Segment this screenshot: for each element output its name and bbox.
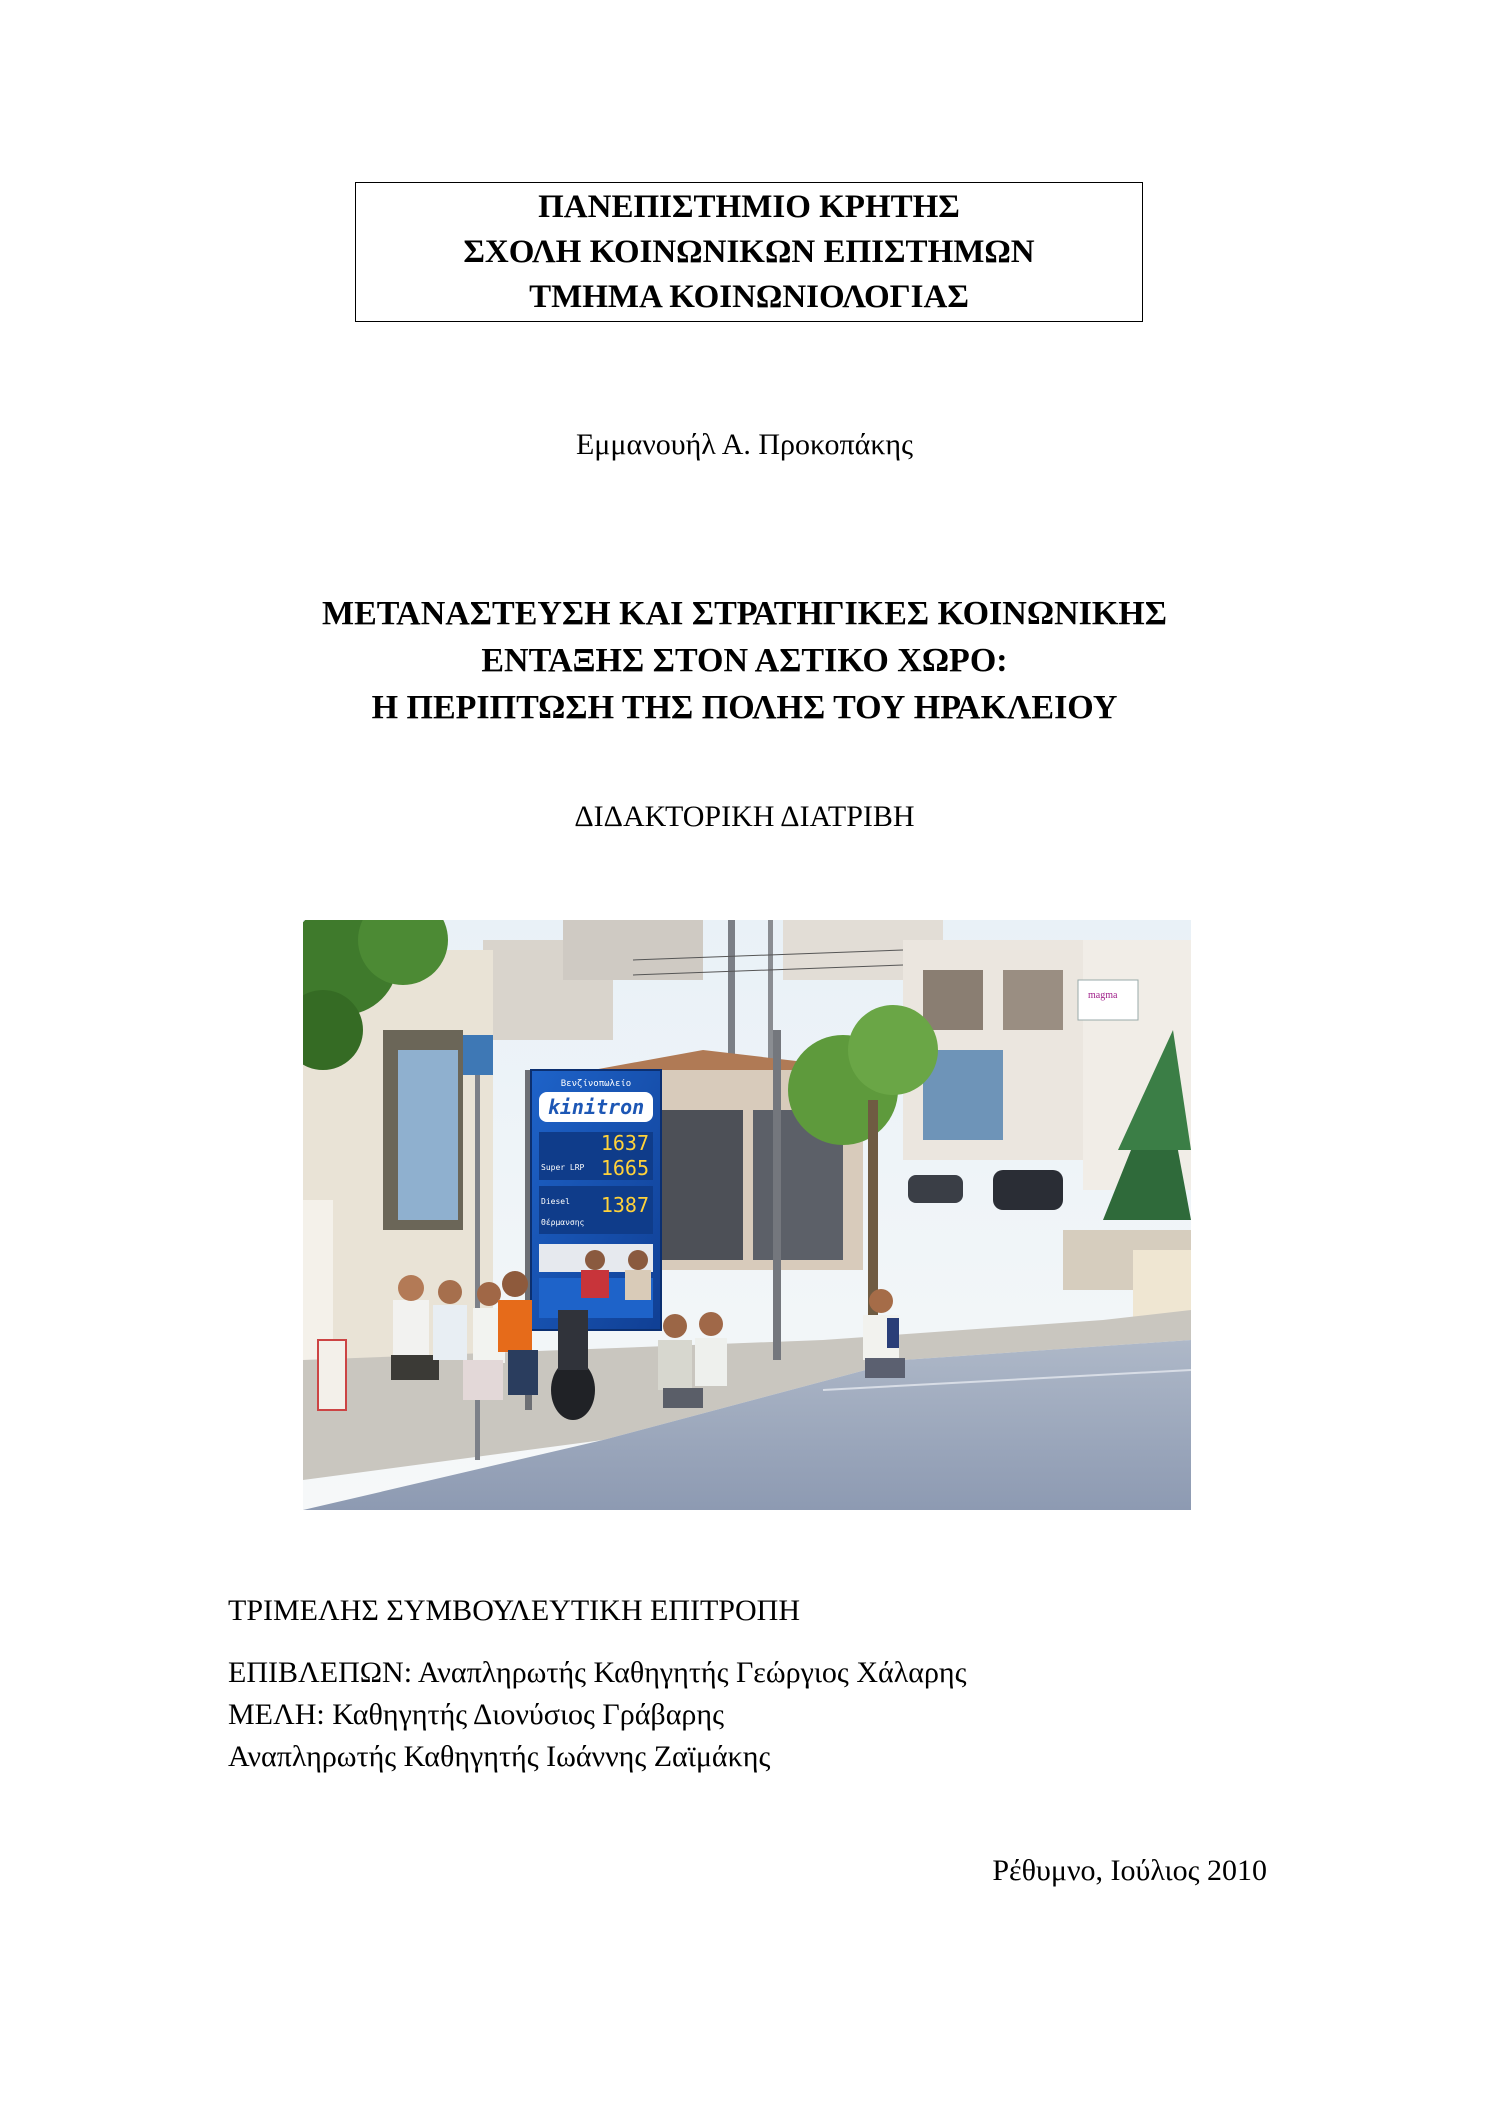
sign-header-text: Βενζίνοπωλείο <box>560 1079 632 1089</box>
department-name: ΤΜΗΜΑ ΚΟΙΝΩΝΙΟΛΟΓΙΑΣ <box>529 278 969 315</box>
institution-box <box>355 182 1143 322</box>
price-value-1: 1637 <box>600 1131 649 1155</box>
sign-brand-text: kinitron <box>547 1095 645 1119</box>
committee-member-2: Αναπληρωτής Καθηγητής Ιωάννης Ζαϊμάκης <box>228 1740 771 1773</box>
thesis-title <box>100 590 1389 731</box>
price-label-2: Diesel <box>541 1197 570 1206</box>
committee-supervisor: ΕΠΙΒΛΕΠΩΝ: Αναπληρωτής Καθηγητής Γεώργιος Χάλαρης <box>228 1656 967 1689</box>
title-line-1: ΜΕΤΑΝΑΣΤΕΥΣΗ ΚΑΙ ΣΤΡΑΤΗΓΙΚΕΣ ΚΟΙΝΩΝΙΚΗΣ <box>322 595 1167 632</box>
committee-member-1: ΜΕΛΗ: Καθηγητής Διονύσιος Γράβαρης <box>228 1698 724 1731</box>
cover-photo <box>303 920 1191 1510</box>
author-name: Εμμανουήλ Α. Προκοπάκης <box>575 428 914 461</box>
price-value-2: 1665 <box>600 1156 649 1180</box>
title-line-3: Η ΠΕΡΙΠΤΩΣΗ ΤΗΣ ΠΟΛΗΣ ΤΟΥ ΗΡΑΚΛΕΙΟΥ <box>371 689 1118 726</box>
document-type: ΔΙΔΑΚΤΟΡΙΚΗ ΔΙΑΤΡΙΒΗ <box>574 800 915 833</box>
title-line-2: ΕΝΤΑΞΗΣ ΣΤΟΝ ΑΣΤΙΚΟ ΧΩΡΟ: <box>481 642 1008 679</box>
place-date: Ρέθυμνο, Ιούλιος 2010 <box>992 1854 1267 1887</box>
committee-heading: ΤΡΙΜΕΛΗΣ ΣΥΜΒΟΥΛΕΥΤΙΚΗ ΕΠΙΤΡΟΠΗ <box>228 1594 800 1627</box>
school-name: ΣΧΟΛΗ ΚΟΙΝΩΝΙΚΩΝ ΕΠΙΣΤΗΜΩΝ <box>463 233 1035 270</box>
university-name: ΠΑΝΕΠΙΣΤΗΜΙΟ ΚΡΗΤΗΣ <box>538 188 960 225</box>
price-label-1: Super LRP <box>541 1163 585 1172</box>
shop-sign-text: magma <box>1088 990 1118 1001</box>
price-label-3: Θέρμανσης <box>541 1218 585 1227</box>
price-value-3: 1387 <box>600 1193 649 1217</box>
advisory-committee <box>228 1590 967 1778</box>
